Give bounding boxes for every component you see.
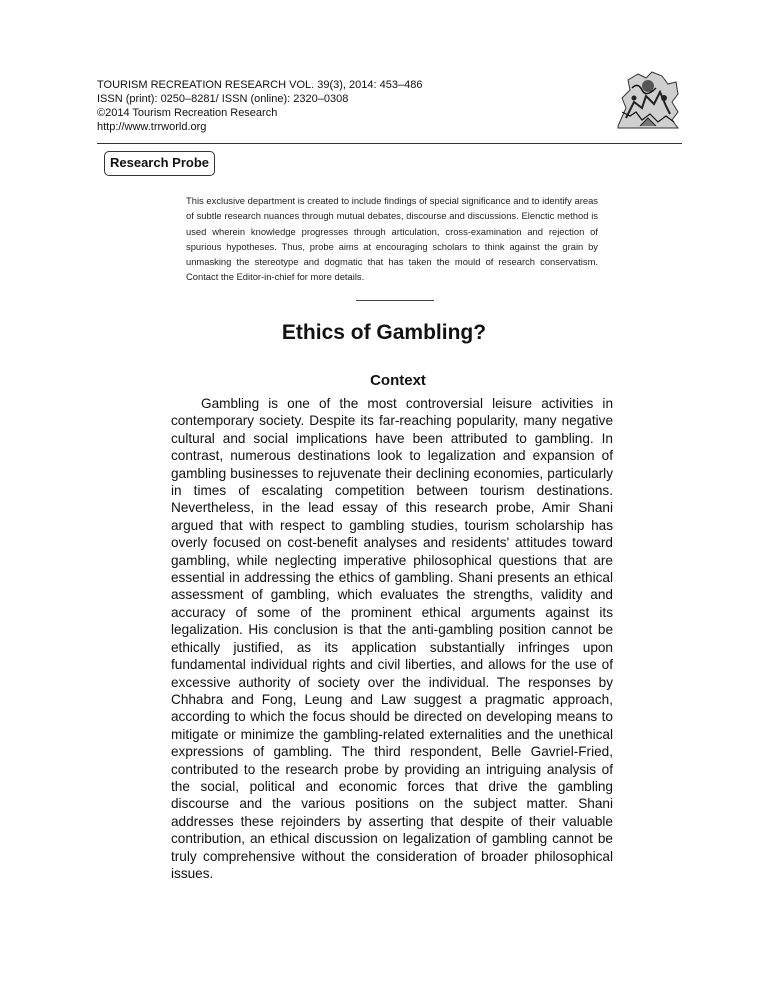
journal-header bbox=[97, 78, 422, 134]
issn-line: ISSN (print): 0250–8281/ ISSN (online): 2320–0308 bbox=[97, 93, 349, 105]
journal-citation: TOURISM RECREATION RESEARCH VOL. 39(3), 2014: 453–486 bbox=[97, 79, 423, 91]
journal-url: http://www.trrworld.org bbox=[97, 121, 207, 133]
section-label-box: Research Probe bbox=[104, 151, 215, 176]
header-divider bbox=[97, 143, 682, 144]
section-heading: Context bbox=[370, 372, 426, 389]
article-title: Ethics of Gambling? bbox=[281, 321, 487, 344]
body-paragraph: Gambling is one of the most controversial leisure activities in contemporary society. Despite its far-reaching popularity, many negative cultural and social implications have been attributed to gambling. In contrast, numerous destinations look to legalization and expansion of gambling businesses to rejuvenate their declining economies, particularly in times of escalating competition between tourism destinations. Nevertheless, in the lead essay of this research probe, Amir Shani argued that with respect to gambling studies, tourism scholarship has overly focused on cost-benefit analyses and residents' attitudes toward gambling, while neglecting imperative philosophical questions that are essential in addressing the ethics of gambling. Shani presents an ethical assessment of gambling, which evaluates the strengths, validity and accuracy of some of the prominent ethical arguments against its legalization. His conclusion is that the anti-gambling position cannot be ethically justified, as its application substantially infringes upon fundamental individual rights and civil liberties, and allows for the use of excessive authority of society over the individual. The responses by Chhabra and Fong, Leung and Law suggest a pragmatic approach, according to which the focus should be directed on developing means to mitigate or minimize the gambling-related externalities and the unethical expressions of gambling. The third respondent, Belle Gavriel-Fried, contributed to the research probe by providing an intriguing analysis of the social, political and economic forces that drive the gambling discourse and the various positions on the subject matter. Shani addresses these rejoinders by asserting that despite of their valuable contribution, an ethical discussion on legalization of gambling cannot be truly comprehensive without the consideration of broader philosophical issues. bbox=[171, 396, 613, 881]
department-description: This exclusive department is created to include findings of special significance and to identify areas of subtle research nuances through mutual debates, discourse and discussions. Elenctic method is used wherein knowledge progresses through articulation, cross-examination and rejection of spurious hypotheses. Thus, probe aims at encouraging scholars to think against the grain by unmasking the stereotype and dogmatic that has taken the mould of research conservatism. Contact the Editor-in-chief for more details. bbox=[186, 195, 598, 283]
journal-logo-illustration bbox=[612, 68, 684, 132]
intro-divider bbox=[356, 300, 434, 301]
copyright-line: ©2014 Tourism Recreation Research bbox=[97, 107, 278, 119]
